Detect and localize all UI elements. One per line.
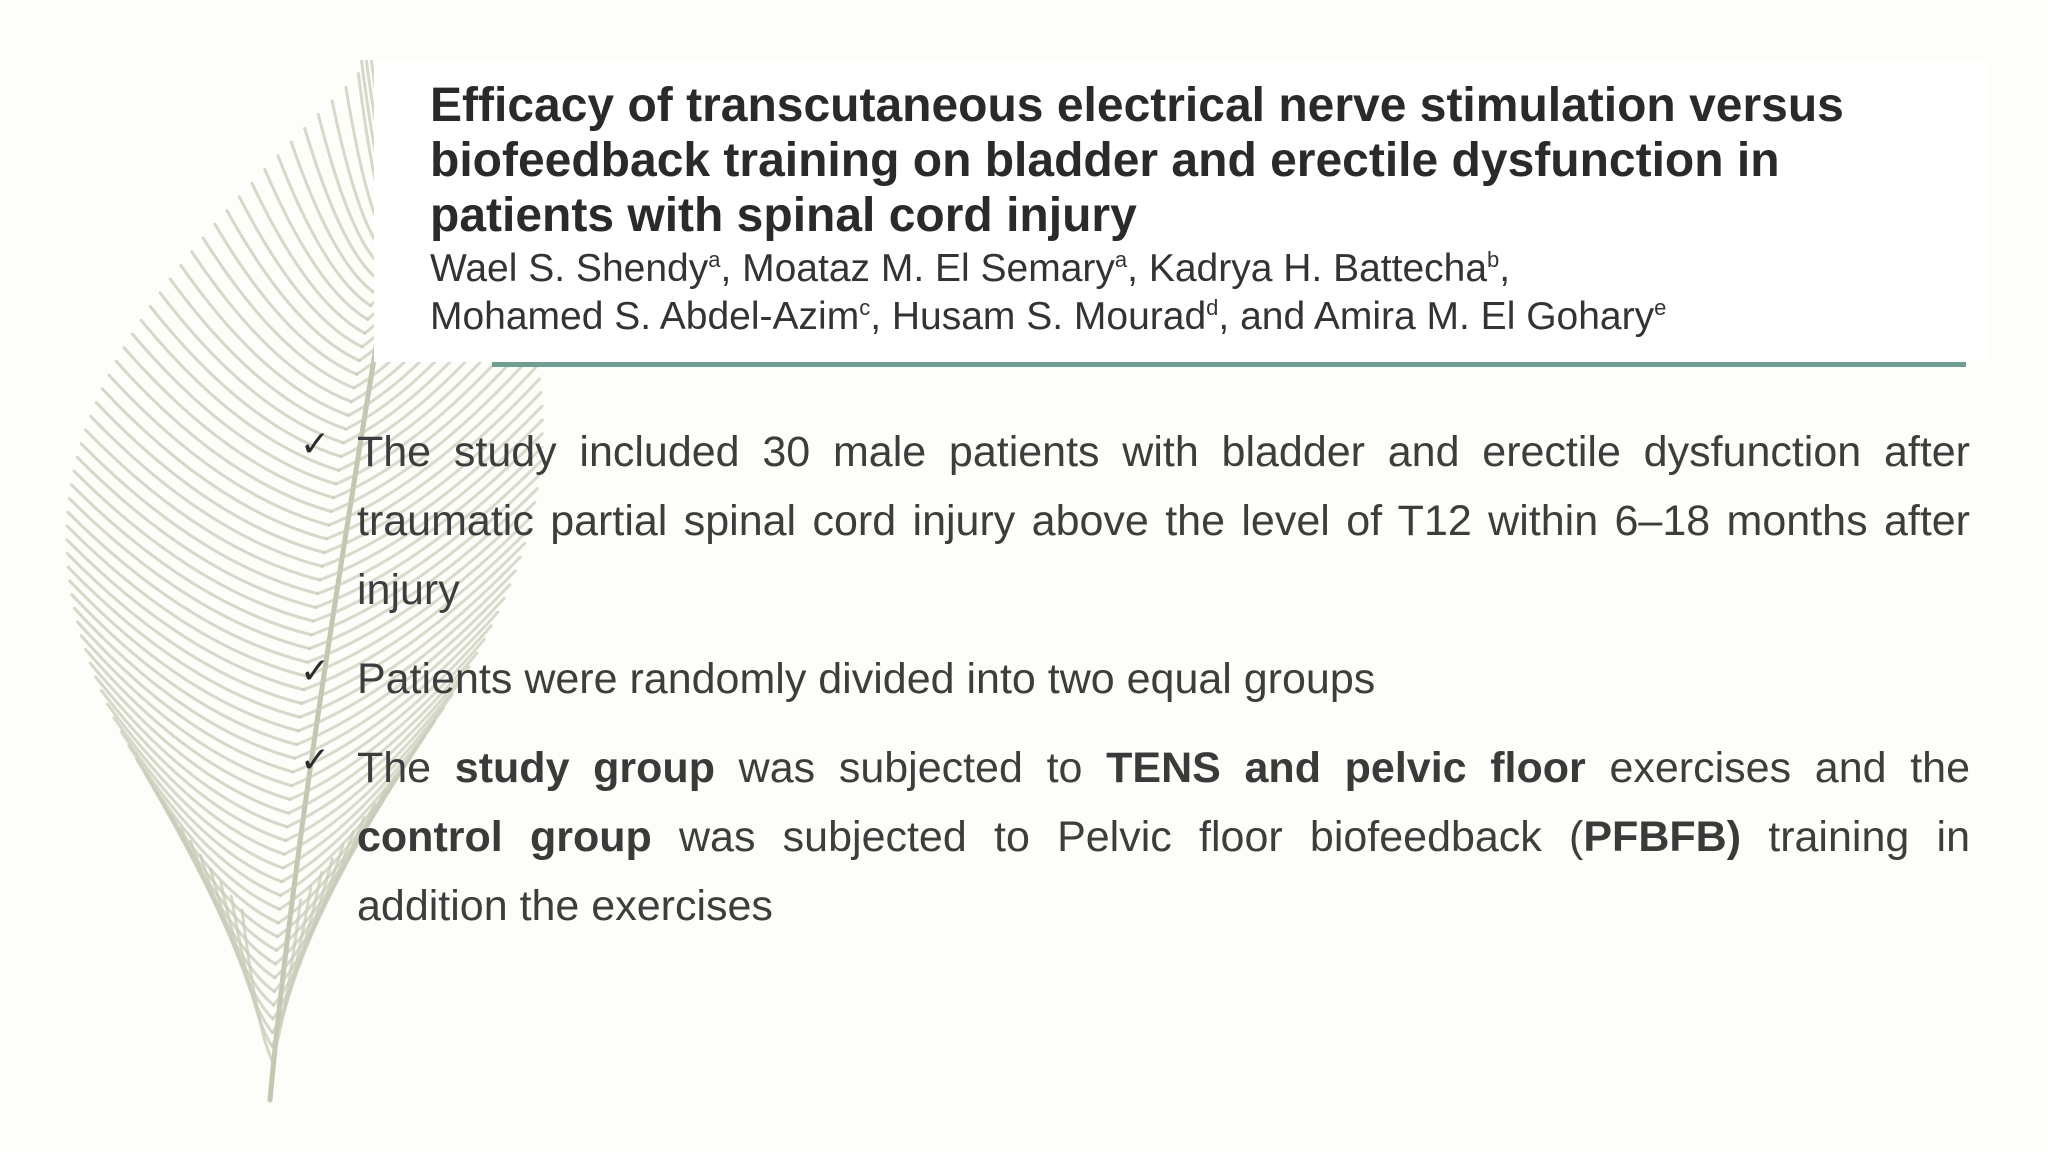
bullet-text: was subjected to xyxy=(714,744,1107,792)
author: Kadrya H. Battecha xyxy=(1148,247,1488,290)
bullet-item xyxy=(300,645,1970,714)
bullet-text: The xyxy=(357,744,455,792)
bullet-emphasis: control group xyxy=(357,813,652,861)
author: and Amira M. El Gohary xyxy=(1240,295,1655,338)
paper-title: Efficacy of transcutaneous electrical nerve stimulation versus biofeedback training on bladder and erectile dysfunction in patients with spinal cord injury xyxy=(430,79,1844,242)
bullet-text: Patients were randomly divided into two equal groups xyxy=(357,655,1376,703)
author: Mohamed S. Abdel-Azim xyxy=(430,295,860,338)
bullet-text: exercises and the xyxy=(1585,744,1970,792)
bullet-text: The study included 30 male patients with bladder and erectile dysfunction after traumatic partial spinal cord injury above the level of T12 within 6–18 months after injury xyxy=(357,428,1970,614)
author-affiliation: e xyxy=(1654,295,1667,320)
author-affiliation: a xyxy=(708,247,721,272)
bullet-emphasis: PFBFB) xyxy=(1583,813,1742,861)
bullet-emphasis: study group xyxy=(454,744,715,792)
bullet-item xyxy=(300,734,1970,941)
author-affiliation: b xyxy=(1487,247,1500,272)
bullet-list xyxy=(300,418,1970,961)
bullet-text: training in addition the exercises xyxy=(357,813,1970,930)
author-separator: , xyxy=(720,247,743,290)
check-icon: ✓ xyxy=(300,740,331,781)
author: Wael S. Shendy xyxy=(430,247,709,290)
author-separator: , xyxy=(1218,295,1241,338)
author-separator: , xyxy=(1127,247,1149,290)
author-separator: , xyxy=(1499,247,1511,290)
check-icon: ✓ xyxy=(300,424,331,465)
bullet-item xyxy=(300,418,1970,625)
paper-authors xyxy=(430,245,1970,341)
author: Husam S. Mourad xyxy=(891,295,1207,338)
bullet-text: was subjected to Pelvic floor biofeedback ( xyxy=(651,813,1584,861)
author-separator: , xyxy=(870,295,892,338)
author: Moataz M. El Semary xyxy=(742,247,1115,290)
author-affiliation: c xyxy=(859,295,871,320)
bullet-emphasis: TENS and pelvic floor xyxy=(1106,744,1586,792)
author-line-1 xyxy=(430,245,1970,293)
check-icon: ✓ xyxy=(300,651,331,692)
accent-divider xyxy=(492,362,1966,367)
author-affiliation: d xyxy=(1206,295,1219,320)
author-affiliation: a xyxy=(1114,247,1128,272)
author-line-2 xyxy=(430,293,1970,341)
